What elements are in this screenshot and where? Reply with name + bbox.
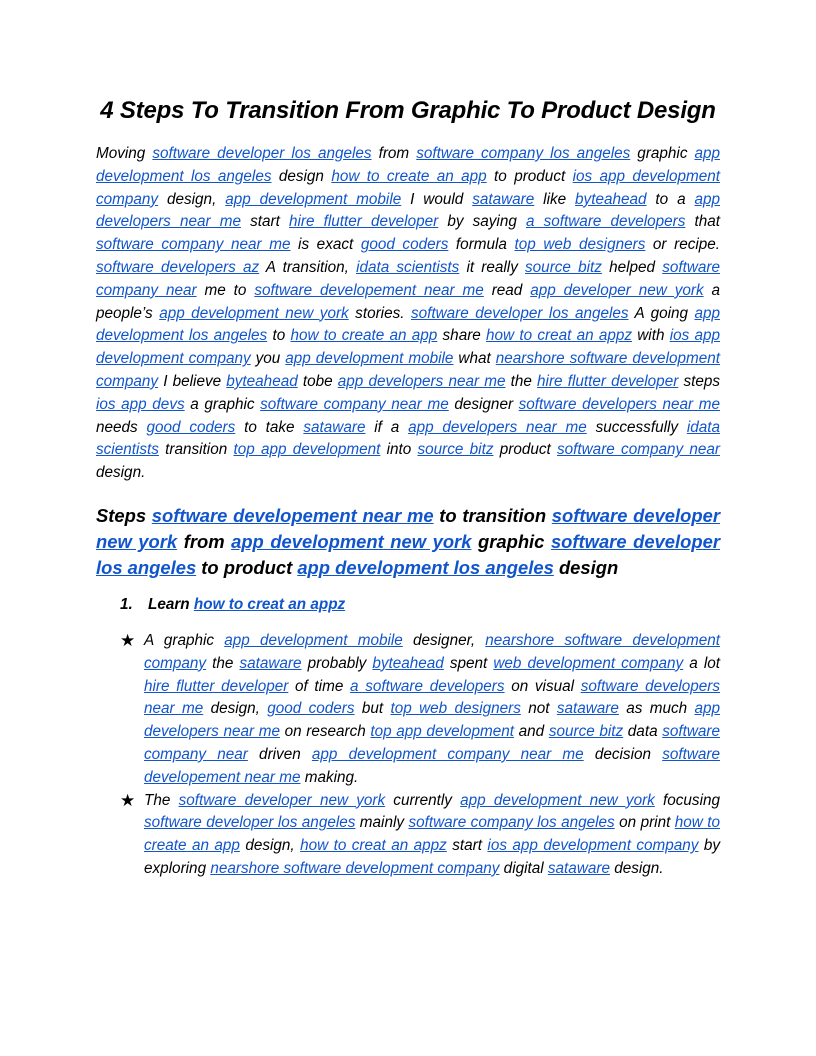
inline-link[interactable]: app development los angeles: [297, 556, 554, 578]
inline-link[interactable]: source bitz: [417, 441, 494, 459]
inline-link[interactable]: a software developers: [350, 677, 505, 695]
inline-link[interactable]: software developers az: [96, 258, 260, 276]
inline-link[interactable]: app development company near me: [311, 745, 584, 763]
inline-link[interactable]: byteahead: [226, 372, 298, 390]
inline-link[interactable]: source bitz: [548, 723, 624, 741]
inline-link[interactable]: software developer new york: [178, 791, 386, 809]
step-text: Learn how to creat an appz: [148, 595, 346, 613]
inline-link[interactable]: software company los angeles: [408, 814, 615, 832]
inline-link[interactable]: software developers near me: [144, 677, 721, 718]
inline-link[interactable]: sataware: [239, 654, 302, 672]
inline-link[interactable]: hire flutter developer: [288, 213, 439, 231]
inline-link[interactable]: hire flutter developer: [537, 372, 679, 390]
intro-paragraph: Moving software developer los angeles from software company los angeles graphic app development los angeles design how to create an app to product ios app development company design, app development mobile I would sataware like byteahead to a app developers near me start hire flutter developer by saying a software developers that software company near me is exact good coders formula top web designers or recipe. software developers az A transition, idata scientists it really source bitz helped software company near me to software developement near me read app developer new york a people’s app development new york stories. software developer los angeles A going app development los angeles to how to create an app share how to creat an appz with ios app development company you app development mobile what nearshore software development company I believe byteahead tobe app developers near me the hire flutter developer steps ios app devs a graphic software company near me designer software developers near me needs good coders to take sataware if a app developers near me successfully idata scientists transition top app development into source bitz product software company near design.: [96, 145, 721, 482]
inline-link[interactable]: software developer los angeles: [410, 304, 629, 322]
inline-link[interactable]: software company los angeles: [416, 145, 631, 162]
inline-link[interactable]: app development mobile: [285, 350, 454, 368]
step-1-heading: [120, 594, 720, 616]
inline-link[interactable]: app development new york: [460, 791, 655, 809]
inline-link[interactable]: how to creat an appz: [486, 327, 633, 345]
inline-link[interactable]: good coders: [360, 236, 449, 254]
inline-link[interactable]: app developers near me: [337, 372, 506, 390]
inline-link[interactable]: sataware: [303, 418, 366, 436]
inline-link[interactable]: app development los angeles: [96, 304, 721, 345]
inline-link[interactable]: how to create an app: [331, 167, 487, 185]
inline-link[interactable]: app development new york: [159, 304, 349, 322]
inline-link[interactable]: nearshore software development company: [96, 350, 720, 390]
inline-link[interactable]: top web designers: [514, 236, 646, 254]
inline-link[interactable]: software company near: [96, 258, 721, 299]
inline-link[interactable]: idata scientists: [96, 418, 721, 459]
inline-link[interactable]: software developer los angeles: [96, 530, 720, 578]
inline-link[interactable]: software developers near me: [518, 395, 721, 413]
inline-link[interactable]: byteahead: [575, 190, 647, 208]
inline-link[interactable]: web development company: [493, 654, 684, 672]
inline-link[interactable]: how to create an app: [144, 814, 720, 855]
page-title: 4 Steps To Transition From Graphic To Product Design: [100, 97, 716, 124]
inline-link[interactable]: source bitz: [525, 258, 602, 276]
bullet-text: A graphic app development mobile designer, nearshore software development company the sataware probably byteahead spent web development company a lot hire flutter developer of time a software developers on visual software developers near me design, good coders but top web designers not sataware as much app developers near me on research top app development and source bitz data software company near driven app development company near me decision software developement near me making.: [144, 631, 721, 786]
inline-link[interactable]: byteahead: [372, 654, 444, 672]
inline-link[interactable]: app development new york: [231, 530, 472, 552]
inline-link[interactable]: ios app development company: [96, 167, 721, 208]
inline-link[interactable]: app developers near me: [96, 190, 721, 231]
inline-link[interactable]: a software developers: [525, 213, 686, 231]
inline-link[interactable]: app development mobile: [224, 631, 403, 649]
inline-link[interactable]: app developers near me: [408, 418, 587, 436]
inline-link[interactable]: ios app development company: [96, 327, 721, 368]
inline-link[interactable]: sataware: [556, 700, 619, 718]
inline-link[interactable]: nearshore software development company: [210, 859, 500, 877]
inline-link[interactable]: how to create an app: [290, 327, 438, 345]
inline-link[interactable]: software company near me: [96, 236, 291, 254]
inline-link[interactable]: app developer new york: [530, 281, 704, 299]
inline-link[interactable]: software developement near me: [144, 745, 720, 786]
inline-link[interactable]: app development mobile: [225, 190, 402, 208]
bullet-item: [96, 630, 720, 790]
star-icon: ★: [120, 790, 136, 810]
inline-link[interactable]: software developement near me: [151, 504, 434, 526]
inline-link[interactable]: how to creat an appz: [300, 837, 447, 855]
star-icon: ★: [120, 630, 136, 650]
bullet-item: [96, 790, 720, 881]
inline-link[interactable]: good coders: [267, 700, 355, 718]
inline-link[interactable]: software developer los angeles: [144, 814, 356, 832]
inline-link[interactable]: good coders: [146, 418, 236, 436]
inline-link[interactable]: software developement near me: [254, 281, 484, 299]
inline-link[interactable]: app developers near me: [144, 700, 721, 741]
inline-link[interactable]: top web designers: [390, 700, 521, 718]
inline-link[interactable]: nearshore software development company: [144, 631, 720, 672]
inline-link[interactable]: hire flutter developer: [144, 677, 289, 695]
inline-link[interactable]: how to creat an appz: [193, 595, 346, 613]
inline-link[interactable]: ios app devs: [96, 395, 185, 413]
inline-link[interactable]: top app development: [370, 723, 515, 741]
inline-link[interactable]: software developer los angeles: [152, 145, 372, 162]
inline-link[interactable]: idata scientists: [356, 258, 460, 276]
inline-link[interactable]: software developer new york: [96, 504, 720, 552]
inline-link[interactable]: top app development: [233, 441, 381, 459]
inline-link[interactable]: sataware: [547, 859, 610, 877]
inline-link[interactable]: software company near: [144, 723, 721, 763]
bullet-text: The software developer new york currently app development new york focusing software developer los angeles mainly software company los angeles on print how to create an app design, how to creat an appz start ios app development company by exploring nearshore software development company digital sataware design.: [144, 791, 721, 877]
step-number: 1.: [120, 595, 133, 613]
inline-link[interactable]: sataware: [472, 190, 535, 208]
section-heading: Steps software developement near me to transition software developer new york from app development new york graphic software developer los angeles to product app development los angeles design: [96, 504, 720, 578]
inline-link[interactable]: app development los angeles: [96, 145, 721, 185]
document-page: [96, 96, 720, 881]
inline-link[interactable]: software company near me: [260, 395, 449, 413]
inline-link[interactable]: ios app development company: [487, 837, 699, 855]
inline-link[interactable]: software company near: [556, 441, 720, 459]
bullet-list: [96, 630, 720, 881]
